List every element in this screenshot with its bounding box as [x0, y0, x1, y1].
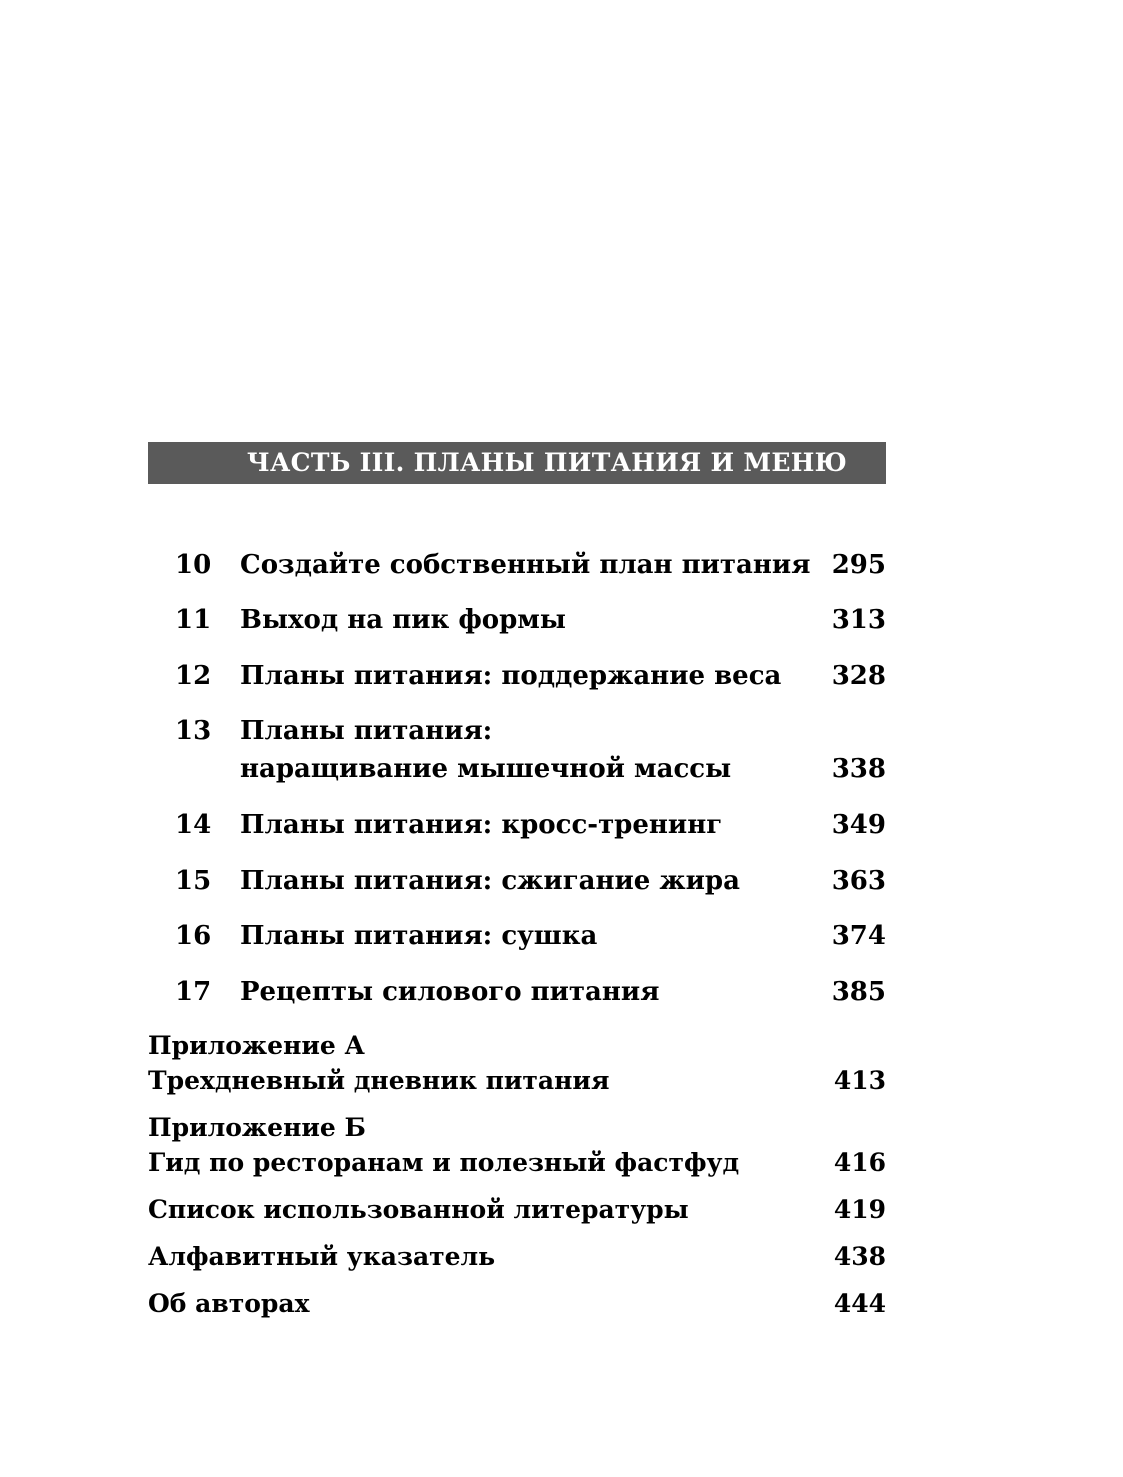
page-number: 413: [833, 1066, 886, 1095]
chapter-number: 12: [175, 661, 212, 691]
chapter-title: Планы питания: кросс-тренинг: [240, 810, 723, 840]
chapter-title: Планы питания: сжигание жира: [240, 866, 740, 896]
page-number: 328: [831, 661, 886, 691]
chapter-number: 14: [175, 810, 212, 840]
chapter-number: 16: [175, 921, 212, 951]
page-number: 349: [831, 810, 886, 840]
appendix-label: Приложение А: [148, 1031, 365, 1060]
toc-entry-appendix-b[interactable]: [148, 1110, 886, 1180]
chapter-number: 15: [175, 866, 212, 896]
chapter-title: Рецепты силового питания: [240, 977, 660, 1007]
chapter-title: Создайте собственный план питания: [240, 550, 811, 580]
page-number: 416: [833, 1148, 886, 1177]
chapter-number: 13: [175, 716, 212, 746]
page-number: 363: [831, 866, 886, 896]
toc-entry-chapter-17[interactable]: [148, 973, 886, 1011]
page-number: 313: [831, 605, 886, 635]
table-of-contents: [148, 442, 886, 1321]
chapter-number: 17: [175, 977, 212, 1007]
toc-entry-index[interactable]: [148, 1239, 886, 1274]
toc-entry-chapter-10[interactable]: [148, 546, 886, 584]
chapter-number: 11: [175, 605, 212, 635]
toc-entry-chapter-11[interactable]: [148, 601, 886, 639]
chapter-number: 10: [175, 550, 212, 580]
toc-entry-chapter-13[interactable]: [148, 712, 886, 788]
appendix-label: Приложение Б: [148, 1113, 366, 1142]
page-number: 438: [833, 1242, 886, 1271]
part-header: [148, 442, 886, 484]
toc-entry-chapter-15[interactable]: [148, 862, 886, 900]
toc-entry-chapter-12[interactable]: [148, 657, 886, 695]
appendix-title: Гид по ресторанам и полезный фастфуд: [148, 1148, 740, 1177]
appendix-title: Трехдневный дневник питания: [148, 1066, 610, 1095]
chapter-title: Выход на пик формы: [240, 605, 566, 635]
chapter-title: Планы питания: сушка: [240, 921, 598, 951]
part-title: ЧАСТЬ III. ПЛАНЫ ПИТАНИЯ И МЕНЮ: [246, 448, 848, 477]
page-number: 295: [831, 550, 886, 580]
page-number: 374: [831, 921, 886, 951]
page-number: 444: [833, 1289, 886, 1318]
entry-title: Алфавитный указатель: [148, 1242, 496, 1271]
chapter-title: Планы питания: наращивание мышечной массы: [240, 716, 732, 784]
page-number: 419: [833, 1195, 886, 1224]
toc-entry-chapter-14[interactable]: [148, 806, 886, 844]
page-number: 385: [831, 977, 886, 1007]
chapter-title: Планы питания: поддержание веса: [240, 661, 782, 691]
toc-entry-appendix-a[interactable]: [148, 1028, 886, 1098]
toc-entry-about-authors[interactable]: [148, 1286, 886, 1321]
toc-entry-chapter-16[interactable]: [148, 917, 886, 955]
entry-title: Об авторах: [148, 1289, 310, 1318]
page-number: 338: [831, 754, 886, 784]
entry-title: Список использованной литературы: [148, 1195, 689, 1224]
toc-entry-bibliography[interactable]: [148, 1192, 886, 1227]
